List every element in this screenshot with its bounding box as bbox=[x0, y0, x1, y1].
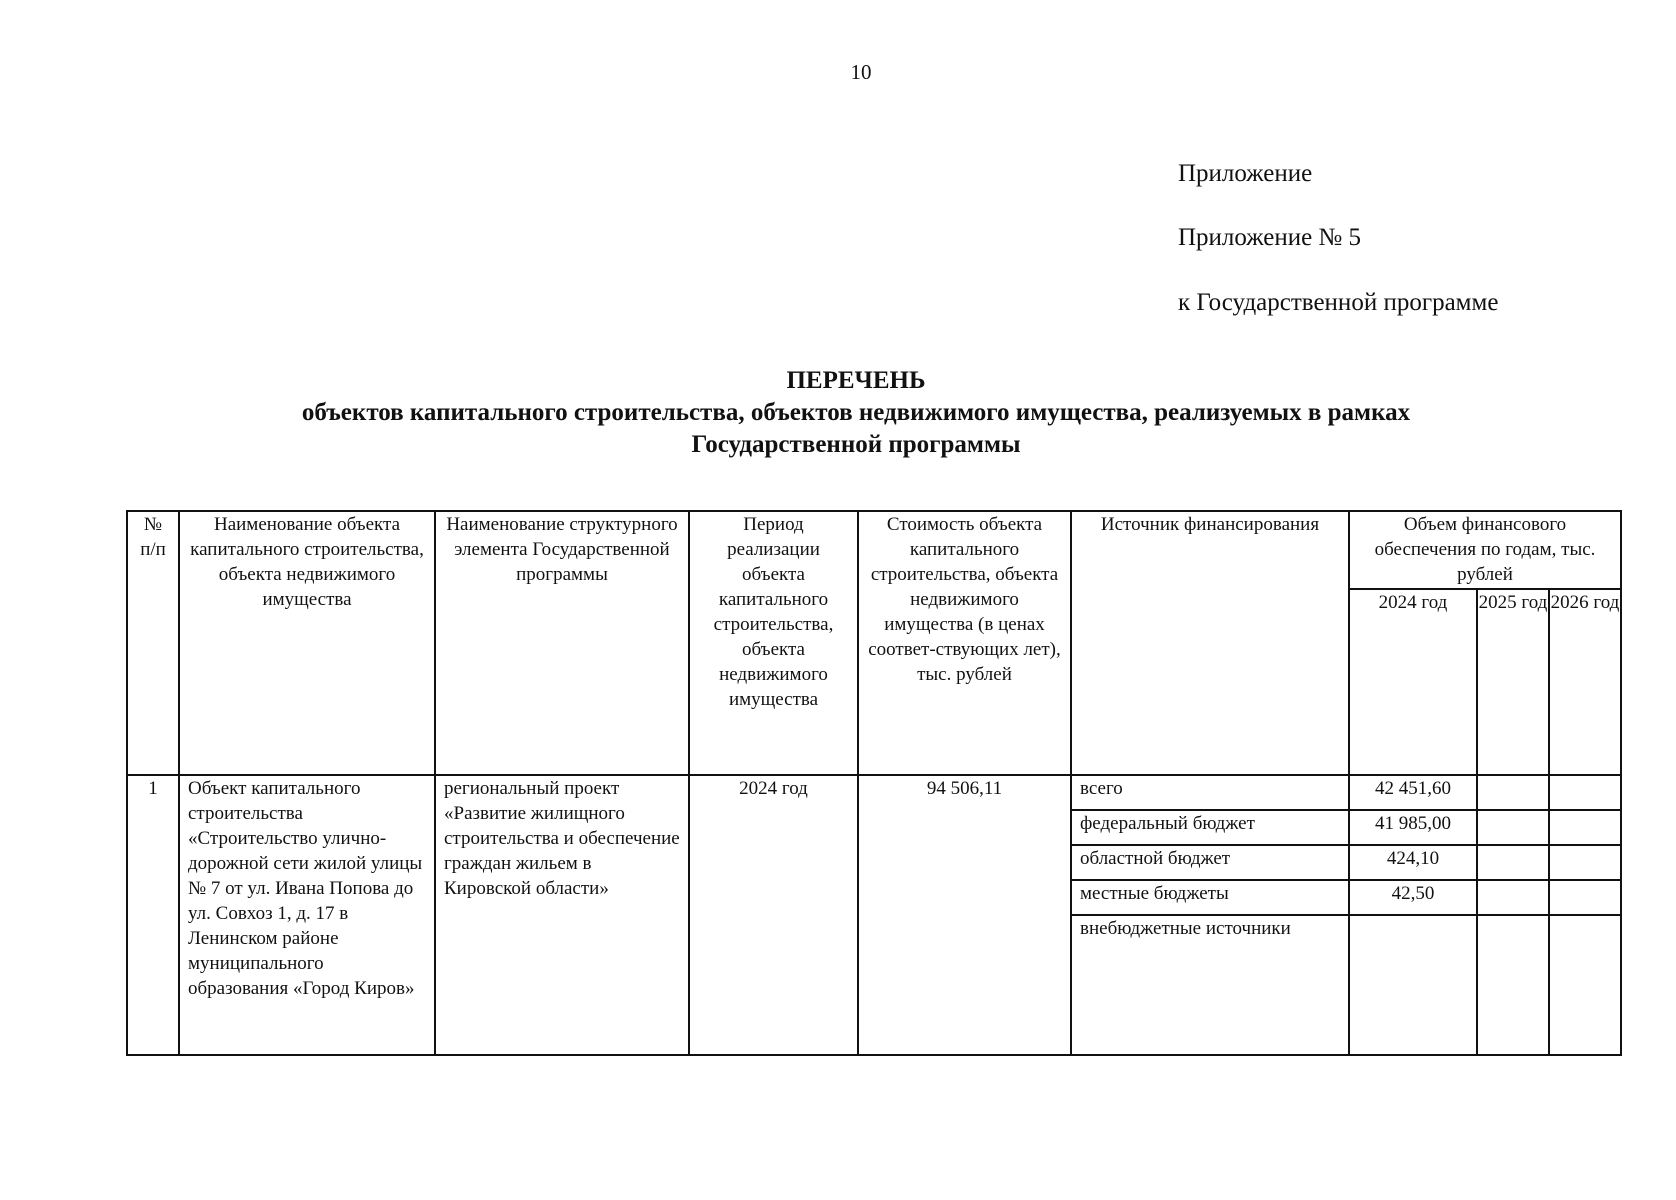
row-cost: 94 506,11 bbox=[858, 775, 1071, 1055]
appendix-line-3: к Государственной программе bbox=[1178, 289, 1499, 316]
source-2024-value: 424,10 bbox=[1349, 845, 1477, 880]
header-object-name: Наименование объекта капитального строительства, объекта недвижимого имущества bbox=[179, 511, 435, 775]
header-volume: Объем финансового обеспечения по годам, тыс. рублей bbox=[1349, 511, 1621, 589]
source-2026-value bbox=[1549, 810, 1621, 845]
header-source: Источник финансирования bbox=[1071, 511, 1349, 775]
title-subtitle-line-2: Государственной программы bbox=[691, 431, 1021, 458]
appendix-line-1: Приложение bbox=[1178, 160, 1313, 187]
title-heading: ПЕРЕЧЕНЬ bbox=[786, 367, 926, 394]
source-name: всего bbox=[1071, 775, 1349, 810]
objects-table bbox=[126, 510, 1622, 1056]
source-2025-value bbox=[1477, 880, 1549, 915]
page-number: 10 bbox=[850, 60, 872, 84]
source-2026-value bbox=[1549, 845, 1621, 880]
row-num: 1 bbox=[127, 775, 179, 1055]
header-year-2026: 2026 год bbox=[1549, 589, 1621, 775]
source-2026-value bbox=[1549, 775, 1621, 810]
header-num: № п/п bbox=[127, 511, 179, 775]
source-name: федеральный бюджет bbox=[1071, 810, 1349, 845]
header-period: Период реализации объекта капитального строительства, объекта недвижимого имущества bbox=[689, 511, 858, 775]
source-2025-value bbox=[1477, 915, 1549, 1055]
source-2024-value: 42,50 bbox=[1349, 880, 1477, 915]
source-2025-value bbox=[1477, 810, 1549, 845]
appendix-line-2: Приложение № 5 bbox=[1178, 224, 1362, 251]
header-year-2024: 2024 год bbox=[1349, 589, 1477, 775]
source-name: внебюджетные источники bbox=[1071, 915, 1349, 1055]
header-structural-element: Наименование структурного элемента Государственной программы bbox=[435, 511, 689, 775]
source-2025-value bbox=[1477, 775, 1549, 810]
row-period: 2024 год bbox=[689, 775, 858, 1055]
source-2024-value: 42 451,60 bbox=[1349, 775, 1477, 810]
document-title bbox=[128, 365, 1584, 461]
source-2024-value bbox=[1349, 915, 1477, 1055]
source-name: областной бюджет bbox=[1071, 845, 1349, 880]
row-structural-element: региональный проект «Развитие жилищного строительства и обеспечение граждан жильем в Кировской области» bbox=[435, 775, 689, 1055]
source-2025-value bbox=[1477, 845, 1549, 880]
header-year-2025: 2025 год bbox=[1477, 589, 1549, 775]
header-cost: Стоимость объекта капитального строительства, объекта недвижимого имущества (в ценах соответ-ствующих лет), тыс. рублей bbox=[858, 511, 1071, 775]
source-2026-value bbox=[1549, 915, 1621, 1055]
source-2024-value: 41 985,00 bbox=[1349, 810, 1477, 845]
title-subtitle-line-1: объектов капитального строительства, объектов недвижимого имущества, реализуемых в рамках bbox=[301, 399, 1411, 426]
row-object-name: Объект капитального строительства «Строительство улично-дорожной сети жилой улицы № 7 от ул. Ивана Попова до ул. Совхоз 1, д. 17 в Ленинском районе муниципального образования «Город Киров» bbox=[179, 775, 435, 1055]
source-name: местные бюджеты bbox=[1071, 880, 1349, 915]
source-2026-value bbox=[1549, 880, 1621, 915]
